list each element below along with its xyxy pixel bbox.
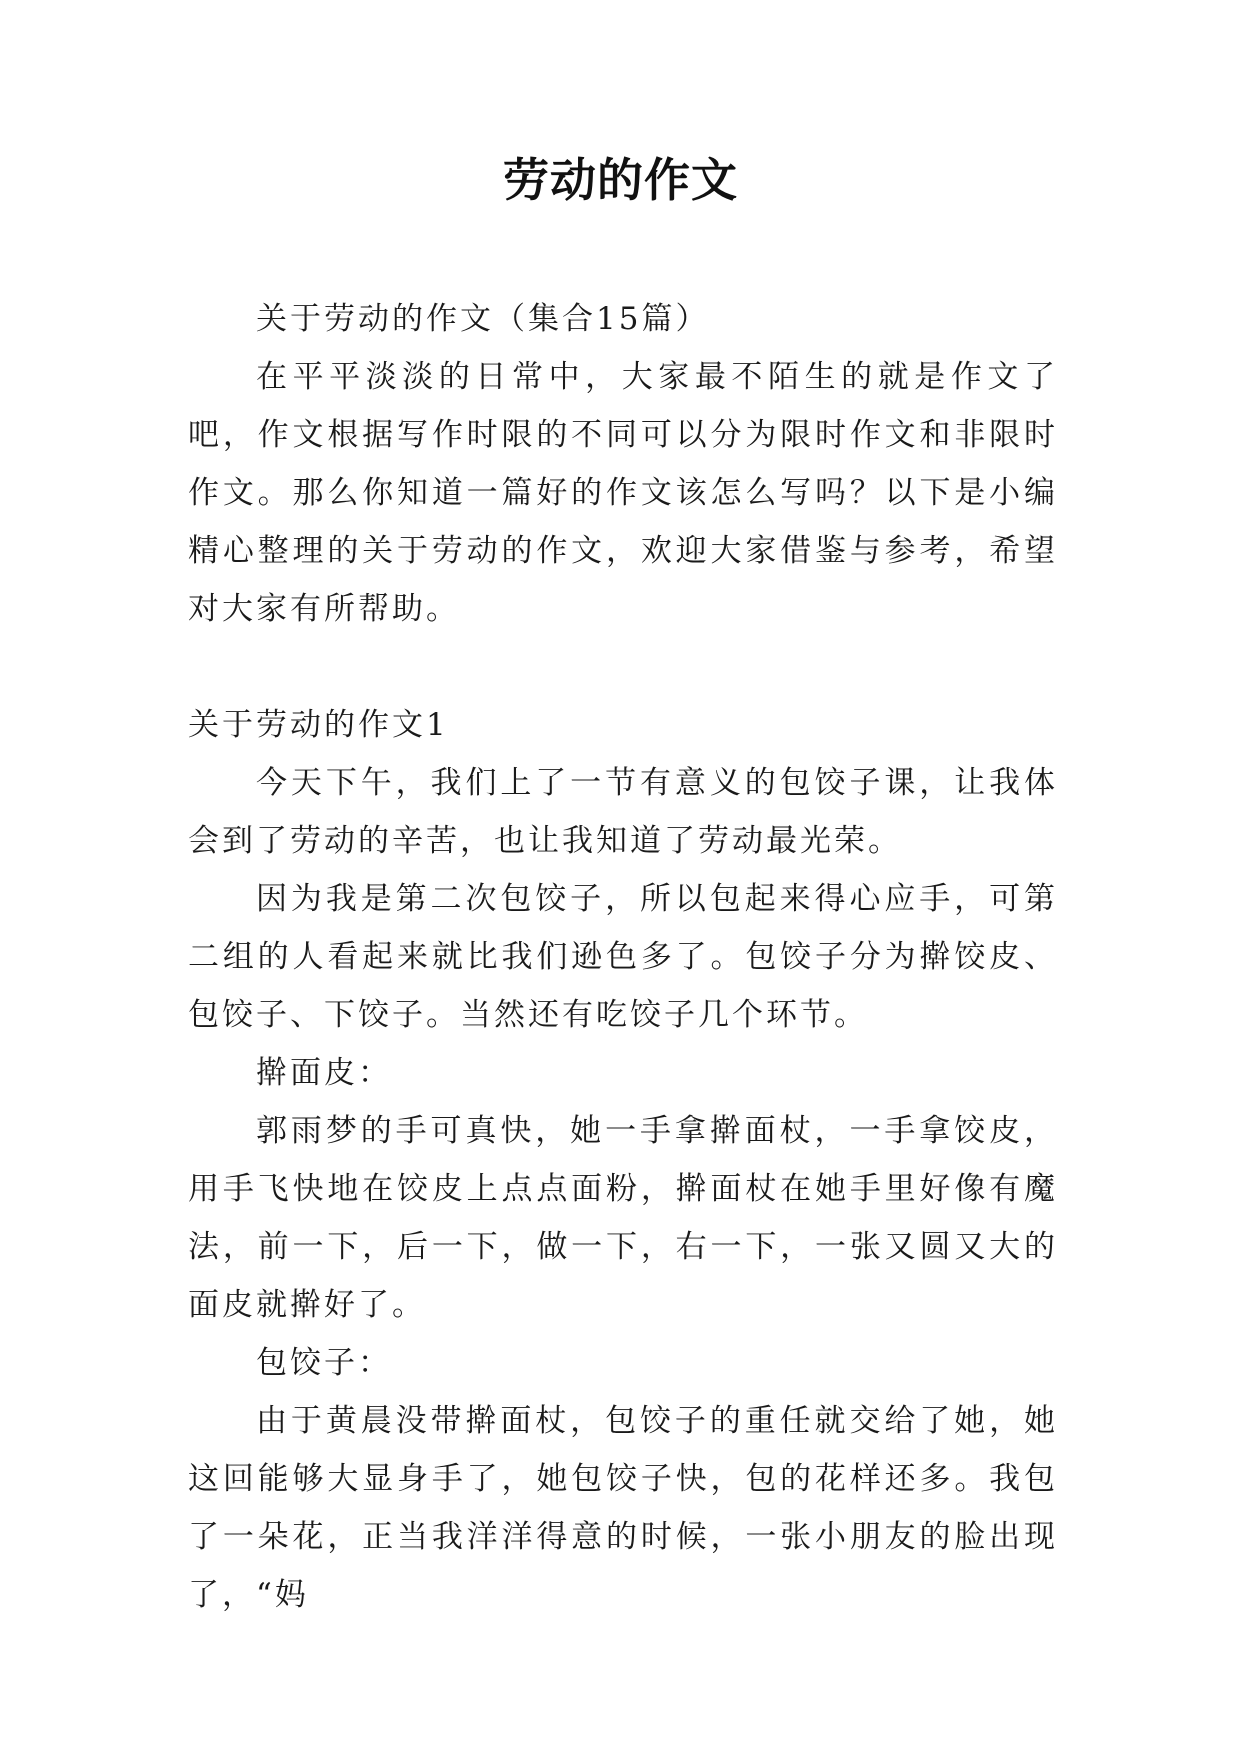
document-title: 劳动的作文	[503, 153, 738, 207]
intro-paragraph: 在平平淡淡的日常中，大家最不陌生的就是作文了吧，作文根据写作时限的不同可以分为限时作文和非限时作文。那么你知道一篇好的作文该怎么写吗？以下是小编精心整理的关于劳动的作文，欢迎大家借鉴与参考，希望对大家有所帮助。	[188, 359, 1058, 627]
body-paragraph: 因为我是第二次包饺子，所以包起来得心应手，可第二组的人看起来就比我们逊色多了。包饺子分为擀饺皮、包饺子、下饺子。当然还有吃饺子几个环节。	[188, 881, 1058, 1033]
paragraph-gap	[188, 638, 1058, 696]
subtitle-paragraph: 关于劳动的作文（集合15篇）	[256, 301, 710, 337]
document-body	[188, 290, 1058, 1624]
step-label: 包饺子：	[256, 1345, 392, 1381]
body-paragraph: 郭雨梦的手可真快，她一手拿擀面杖，一手拿饺皮，用手飞快地在饺皮上点点面粉，擀面杖在她手里好像有魔法，前一下，后一下，做一下，右一下，一张又圆又大的面皮就擀好了。	[188, 1113, 1058, 1323]
body-paragraph: 今天下午，我们上了一节有意义的包饺子课，让我体会到了劳动的辛苦，也让我知道了劳动最光荣。	[188, 765, 1058, 859]
section-heading: 关于劳动的作文1	[188, 707, 449, 743]
body-paragraph: 由于黄晨没带擀面杖，包饺子的重任就交给了她，她这回能够大显身手了，她包饺子快，包的花样还多。我包了一朵花，正当我洋洋得意的时候，一张小朋友的脸出现了，“妈	[188, 1403, 1058, 1613]
step-label: 擀面皮：	[256, 1055, 392, 1091]
